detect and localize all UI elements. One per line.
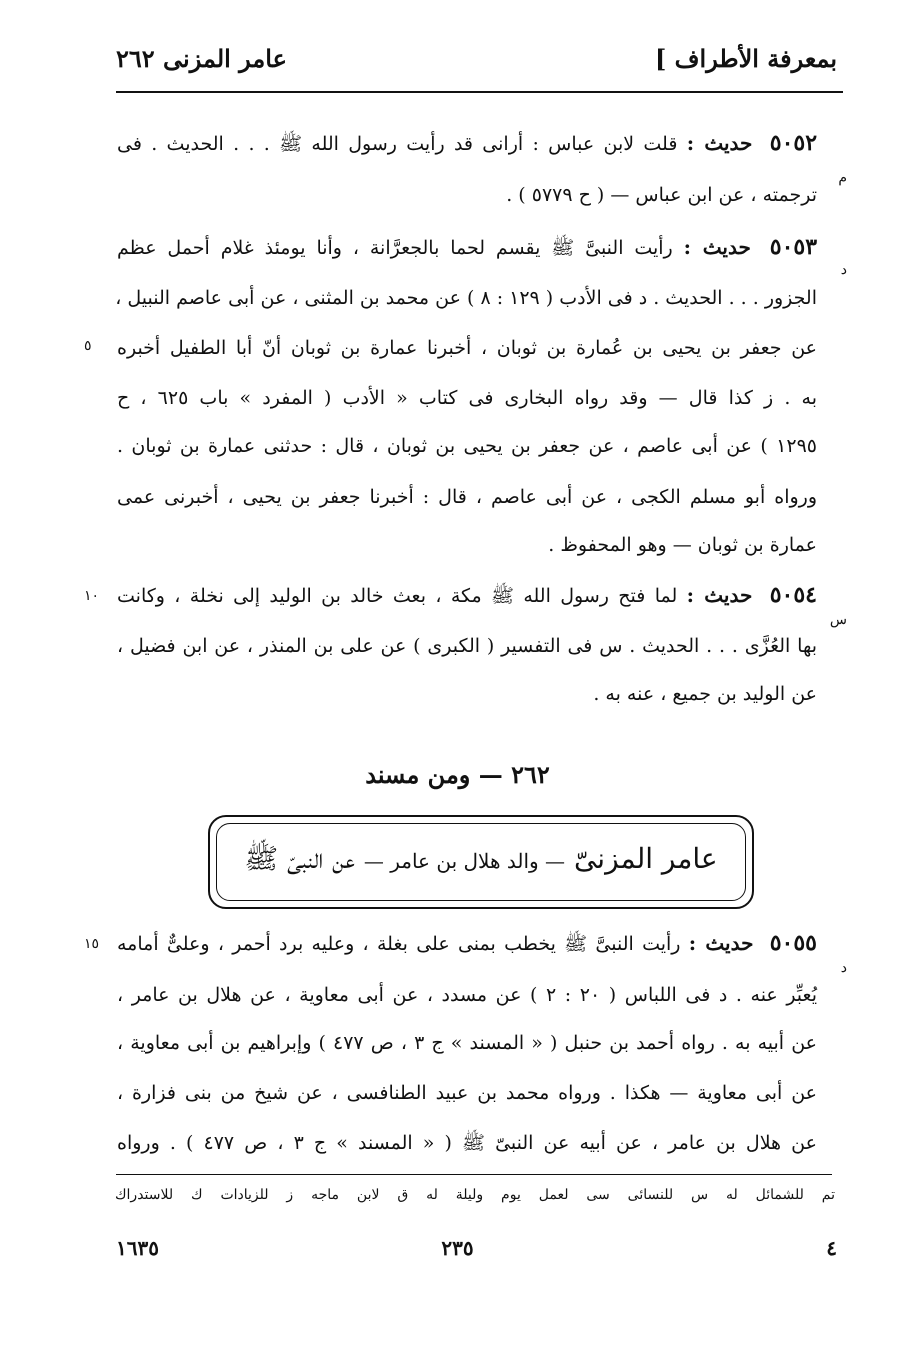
hadith-5053-line-4: به . ز كذا قال — وقد رواه البخارى فى كتاب « الأدب ( المفرد » باب ٦٢٥ ، ح [117, 387, 817, 409]
hadith-5054-line-2: بها العُزَّى . . . الحديث . س فى التفسير ( الكبرى ) عن على بن المنذر ، عن ابن فضيل ، [117, 635, 817, 657]
hadith-5055-line-2: يُعبِّر عنه . د فى اللباس ( ٢٠ : ٢ ) عن مسدد ، عن أبى معاوية ، عن هلال بن عامر ، [117, 984, 817, 1006]
hadith-5052-line-2: ترجمته ، عن ابن عباس — ( ح ٥٧٧٩ ) . [506, 184, 817, 206]
hadith-text: رأيت النبىَّ ﷺ يقسم لحما بالجعرَّانة ، وأنا يومئذ غلام أحمل عظم [117, 237, 673, 259]
musnad-title [244, 842, 717, 882]
footnote-rule [116, 1174, 832, 1175]
hadith-number: ٥٠٥٤ [769, 582, 817, 608]
hadith-5053-line-6: ورواه أبو مسلم الكجى ، عن أبى عاصم ، قال : أخبرنا جعفر بن يحيى ، أخبرنى عمى [117, 486, 817, 508]
musnad-title-name: عامر المزنىّ [573, 842, 718, 875]
hadith-5055-line-4: عن أبى معاوية — هكذا . ورواه محمد بن عبيد الطنافسى ، عن شيخ من بنى فزارة ، [117, 1082, 817, 1104]
hadith-5053-line-7: عمارة بن ثوبان — وهو المحفوظ . [548, 534, 817, 556]
running-header-right: بمعرفة الأطراف ] [654, 44, 837, 73]
hadith-5053-line-2: الجزور . . . الحديث . د فى الأدب ( ١٢٩ : ٨ ) عن محمد بن المثنى ، عن أبى عاصم النبيل ، [115, 287, 817, 309]
section-heading: ٢٦٢ — ومن مسند [365, 760, 550, 789]
hadith-5053-line-3: عن جعفر بن يحيى بن عُمارة بن ثوبان ، أخبرنا عمارة بن ثوبان أنّ أبا الطفيل أخبره [117, 337, 817, 359]
hadith-text: قلت لابن عباس : أرانى قد رأيت رسول الله ﷺ . . . الحديث . فى [117, 133, 678, 155]
hadith-5054-line-3: عن الوليد بن جميع ، عنه به . [593, 683, 817, 705]
margin-siglum: س [829, 612, 847, 628]
hadith-text: رأيت النبىَّ ﷺ يخطب بمنى على بغلة ، وعليه برد أحمر ، وعلىٌّ أمامه [117, 933, 681, 955]
line-number-margin: ١٥ [84, 936, 100, 952]
header-rule [116, 91, 843, 93]
musnad-title-box [208, 815, 754, 909]
hadith-number: ٥٠٥٢ [769, 130, 818, 156]
line-number-margin: ١٠ [84, 588, 100, 604]
musnad-title-inner-frame [216, 823, 746, 901]
volume-number: ٤ [826, 1236, 837, 1260]
margin-siglum: د [840, 960, 847, 976]
hadith-label: حديث : [686, 131, 753, 155]
line-number-margin: ٥ [84, 338, 92, 354]
hadith-text: لما فتح رسول الله ﷺ مكة ، بعث خالد بن الوليد إلى نخلة ، وكانت [117, 585, 678, 607]
hadith-number: ٥٠٥٥ [769, 930, 817, 956]
running-header-left: عامر المزنى ٢٦٢ [116, 44, 287, 73]
siglum-key-footnote: تم للشمائل له س للنسائى سى لعمل يوم وليلة له ق لابن ماجه ز للزيادات ك للاستدراك [115, 1187, 835, 1203]
margin-siglum: د [840, 262, 847, 278]
hadith-5055-line-3: عن أبيه به . رواه أحمد بن حنبل ( « المسند » ج ٣ ، ص ٤٧٧ ) وإبراهيم بن أبى معاوية ، [117, 1032, 817, 1054]
hadith-number: ٥٠٥٣ [769, 234, 818, 260]
hadith-5053-line-1 [117, 232, 817, 263]
musnad-title-middle: — والد هلال بن عامر — [363, 849, 566, 873]
margin-siglum: م [838, 170, 847, 186]
hadith-5052-line-1 [117, 128, 817, 159]
hadith-label: حديث : [688, 931, 754, 955]
running-count: ١٦٣٥ [116, 1236, 159, 1260]
hadith-5055-line-5: عن هلال بن عامر ، عن أبيه عن النبىّ ﷺ ( « المسند » ج ٣ ، ص ٤٧٧ ) . ورواه [117, 1132, 817, 1154]
hadith-5054-line-1 [117, 580, 817, 611]
hadith-label: حديث : [683, 235, 751, 259]
hadith-label: حديث : [686, 583, 753, 607]
page-number: ٢٣٥ [441, 1236, 474, 1260]
hadith-5053-line-5: ١٢٩٥ ) عن أبى عاصم ، عن جعفر بن يحيى بن ثوبان ، قال : حدثنى عمارة بن ثوبان . [117, 435, 817, 457]
hadith-5055-line-1 [117, 928, 817, 959]
musnad-title-end: عن النبىّ ﷺ [244, 842, 355, 875]
